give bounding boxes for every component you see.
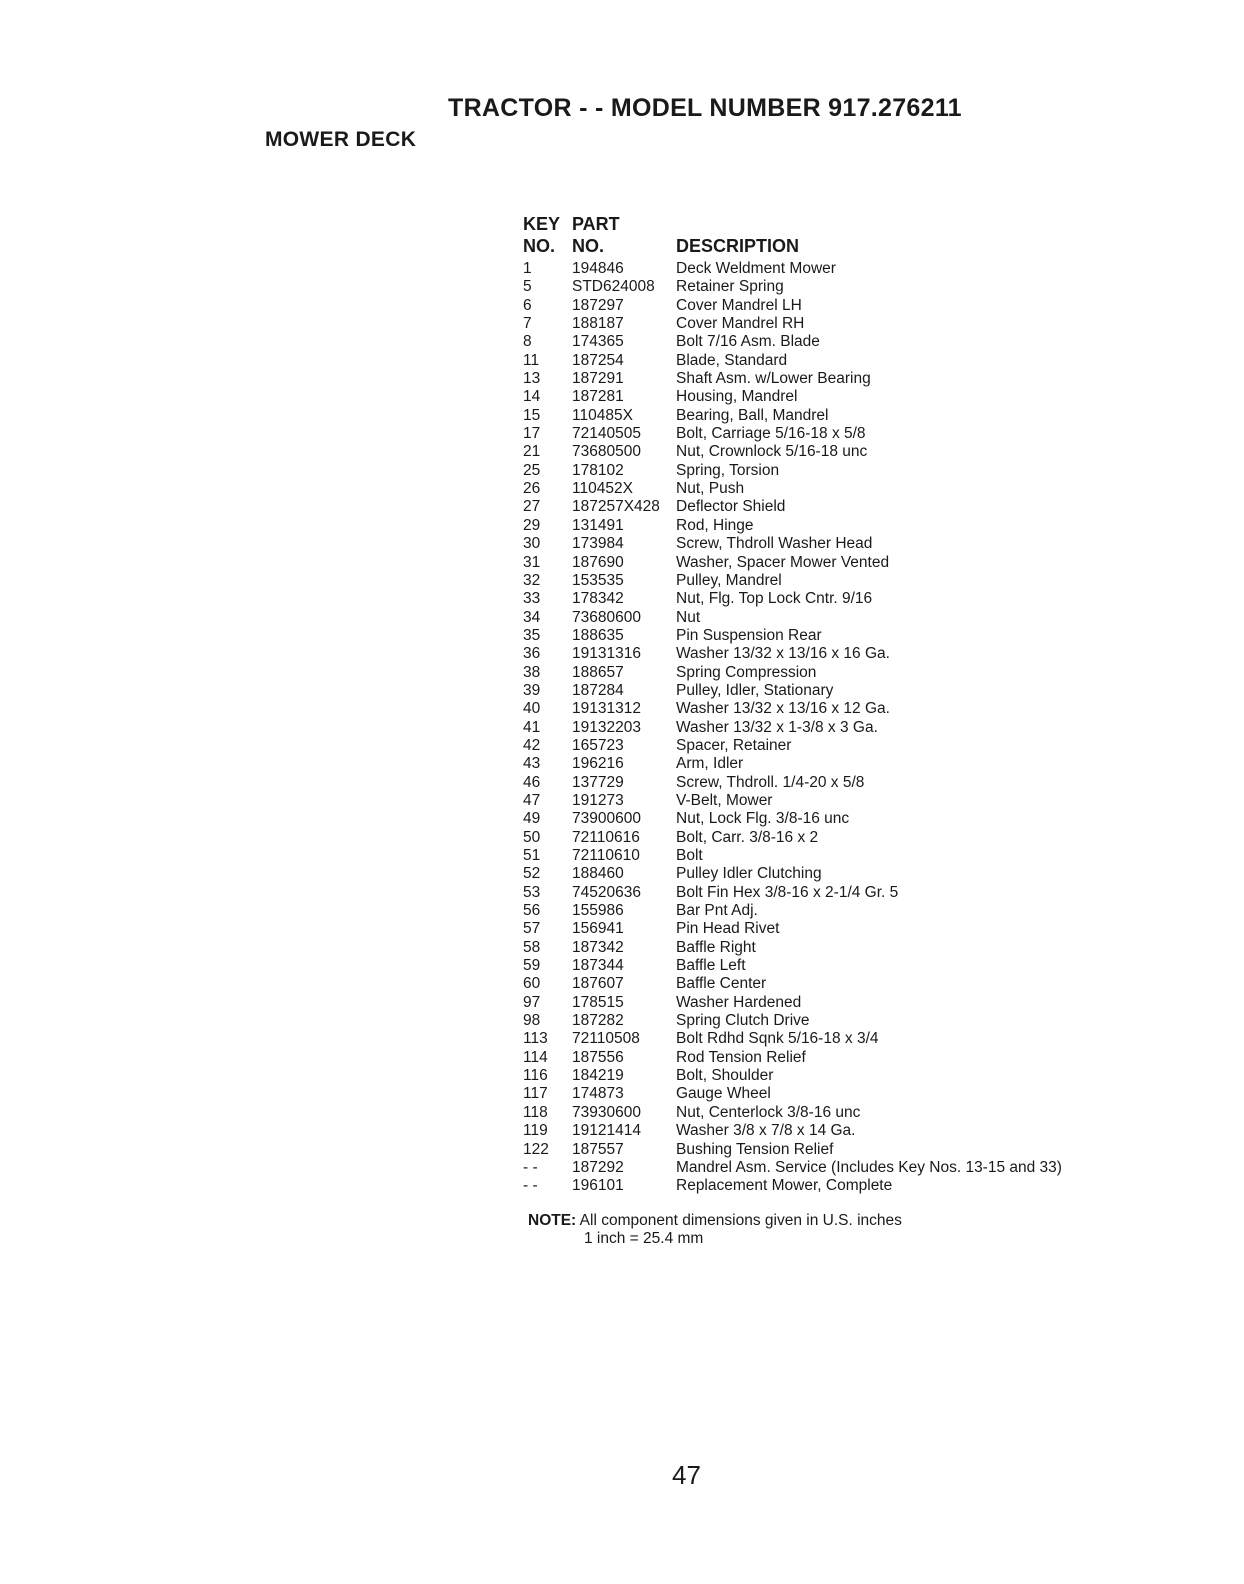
part-no: 73900600 — [572, 810, 641, 828]
table-row — [523, 1012, 1213, 1030]
key-no: 52 — [523, 865, 541, 883]
part-description: Mandrel Asm. Service (Includes Key Nos. 13-15 and 33) — [676, 1158, 1062, 1176]
part-description: Housing, Mandrel — [676, 388, 798, 406]
part-no: 72110616 — [572, 828, 640, 846]
part-description: Replacement Mower, Complete — [676, 1177, 893, 1195]
part-description: Bolt 7/16 Asm. Blade — [676, 333, 820, 351]
part-description: Cover Mandrel RH — [676, 315, 805, 333]
key-no: 8 — [523, 333, 532, 351]
key-no: 46 — [523, 773, 541, 791]
key-no: 6 — [523, 296, 532, 314]
table-row — [523, 388, 1213, 406]
part-no: 155986 — [572, 902, 624, 920]
part-description: Bearing, Ball, Mandrel — [676, 406, 829, 424]
page-number: 47 — [672, 1460, 701, 1490]
part-no: 153535 — [572, 571, 624, 589]
part-description: Washer 13/32 x 1-3/8 x 3 Ga. — [676, 718, 878, 736]
part-no: 187254 — [572, 351, 624, 369]
part-description: Pulley, Mandrel — [676, 571, 782, 589]
table-row — [523, 939, 1213, 957]
part-no: 187344 — [572, 957, 624, 975]
part-description: Pulley, Idler, Stationary — [676, 681, 834, 699]
part-no: 19121414 — [572, 1122, 641, 1140]
part-description: Baffle Center — [676, 975, 767, 993]
part-no: 174365 — [572, 333, 624, 351]
part-description: Nut, Crownlock 5/16-18 unc — [676, 443, 868, 461]
part-no: 165723 — [572, 736, 624, 754]
table-row — [523, 627, 1213, 645]
key-no: 50 — [523, 828, 541, 846]
key-no: 33 — [523, 590, 541, 608]
part-description: Baffle Left — [676, 957, 746, 975]
part-description: V-Belt, Mower — [676, 791, 773, 809]
part-no: 191273 — [572, 791, 624, 809]
page-title: TRACTOR - - MODEL NUMBER 917.276211 — [448, 94, 962, 122]
table-row — [523, 297, 1213, 315]
table-row — [523, 847, 1213, 865]
part-description: Arm, Idler — [676, 755, 744, 773]
key-no: 97 — [523, 993, 541, 1011]
part-description: Washer 13/32 x 13/16 x 12 Ga. — [676, 700, 890, 718]
key-no: - - — [523, 1177, 538, 1195]
key-no: 26 — [523, 480, 541, 498]
part-no: 187556 — [572, 1048, 624, 1066]
key-no: 56 — [523, 902, 541, 920]
key-no: 51 — [523, 847, 541, 864]
part-description: Spring, Torsion — [676, 461, 780, 479]
table-row — [523, 443, 1213, 461]
key-no: 15 — [523, 406, 541, 424]
table-row — [523, 1177, 1213, 1195]
part-description: Deck Weldment Mower — [676, 260, 836, 277]
part-no: 187281 — [572, 388, 624, 406]
table-row — [523, 609, 1213, 627]
table-row — [523, 664, 1213, 682]
table-row — [523, 535, 1213, 553]
key-no: 40 — [523, 700, 541, 718]
key-no: 59 — [523, 957, 541, 975]
part-no: 110452X — [572, 480, 633, 498]
part-description: Pulley Idler Clutching — [676, 865, 822, 883]
part-description: Nut — [676, 608, 701, 626]
table-row — [523, 333, 1213, 351]
key-no: 39 — [523, 681, 541, 699]
part-description: Spacer, Retainer — [676, 736, 792, 754]
part-description: Bolt Rdhd Sqnk 5/16-18 x 3/4 — [676, 1030, 879, 1048]
part-no: 72110508 — [572, 1030, 640, 1048]
table-row — [523, 865, 1213, 883]
table-row — [523, 719, 1213, 737]
part-description: Nut, Centerlock 3/8-16 unc — [676, 1103, 861, 1121]
table-row — [523, 1030, 1213, 1048]
key-no: 43 — [523, 755, 541, 773]
part-no: 188187 — [572, 315, 624, 333]
part-no: 188635 — [572, 626, 624, 644]
key-no: 114 — [523, 1048, 548, 1066]
part-no: 187292 — [572, 1158, 624, 1176]
key-no: 14 — [523, 388, 541, 406]
table-row — [523, 902, 1213, 920]
part-no: 187282 — [572, 1012, 624, 1030]
key-no: 117 — [523, 1085, 548, 1103]
key-no: 34 — [523, 608, 541, 626]
table-row — [523, 260, 1213, 278]
table-row — [523, 278, 1213, 296]
table-row — [523, 792, 1213, 810]
part-description: Bolt, Carr. 3/8-16 x 2 — [676, 828, 819, 846]
table-row — [523, 737, 1213, 755]
table-row — [523, 682, 1213, 700]
part-no: 19132203 — [572, 718, 641, 736]
part-description: Blade, Standard — [676, 351, 788, 369]
table-row — [523, 957, 1213, 975]
part-description: Bolt — [676, 847, 703, 864]
table-row — [523, 554, 1213, 572]
table-row — [523, 572, 1213, 590]
part-description: Pin Suspension Rear — [676, 626, 822, 644]
table-row — [523, 590, 1213, 608]
part-description: Screw, Thdroll Washer Head — [676, 535, 873, 553]
part-header-top: PART — [572, 214, 620, 234]
part-no: 194846 — [572, 260, 624, 277]
part-description: Washer, Spacer Mower Vented — [676, 553, 890, 571]
key-no: 118 — [523, 1103, 548, 1121]
table-row — [523, 1122, 1213, 1140]
part-description: Nut, Push — [676, 480, 745, 498]
part-description: Bolt Fin Hex 3/8-16 x 2-1/4 Gr. 5 — [676, 883, 899, 901]
key-no: 7 — [523, 315, 532, 333]
part-no: 73930600 — [572, 1103, 641, 1121]
table-row — [523, 810, 1213, 828]
note-line-1: All component dimensions given in U.S. inches — [579, 1212, 902, 1229]
part-no: 187342 — [572, 938, 624, 956]
key-no: 25 — [523, 461, 541, 479]
key-no: 21 — [523, 443, 541, 461]
key-no: 32 — [523, 571, 541, 589]
part-no: STD624008 — [572, 278, 655, 296]
part-no: 173984 — [572, 535, 624, 553]
part-no: 187284 — [572, 681, 624, 699]
key-no: 29 — [523, 516, 541, 534]
part-description: Pin Head Rivet — [676, 920, 780, 938]
key-no: 53 — [523, 883, 541, 901]
table-row — [523, 884, 1213, 902]
key-no: 113 — [523, 1030, 548, 1048]
note-line-2: 1 inch = 25.4 mm — [584, 1230, 704, 1247]
key-no: 30 — [523, 535, 541, 553]
part-description: Shaft Asm. w/Lower Bearing — [676, 370, 871, 388]
table-row — [523, 1067, 1213, 1085]
part-description: Washer Hardened — [676, 993, 802, 1011]
part-header-bottom: NO. — [572, 236, 605, 256]
key-no: 49 — [523, 810, 541, 828]
part-no: 187257X428 — [572, 498, 660, 516]
part-no: 187607 — [572, 975, 624, 993]
key-no: 57 — [523, 920, 541, 938]
key-no: 98 — [523, 1012, 541, 1030]
part-no: 110485X — [572, 406, 633, 424]
part-no: 188657 — [572, 663, 624, 681]
parts-list — [523, 260, 1213, 1196]
key-no: 13 — [523, 370, 541, 388]
key-no: 36 — [523, 645, 541, 663]
key-no: 17 — [523, 425, 541, 443]
part-no: 72110610 — [572, 847, 640, 864]
table-row — [523, 920, 1213, 938]
part-description: Spring Clutch Drive — [676, 1012, 810, 1030]
key-no: 60 — [523, 975, 541, 993]
part-no: 187690 — [572, 553, 624, 571]
table-row — [523, 774, 1213, 792]
table-row — [523, 462, 1213, 480]
part-description: Deflector Shield — [676, 498, 786, 516]
part-no: 187291 — [572, 370, 624, 388]
table-row — [523, 645, 1213, 663]
key-no: 119 — [523, 1122, 548, 1140]
part-no: 196216 — [572, 755, 624, 773]
key-no: 122 — [523, 1140, 549, 1158]
part-no: 188460 — [572, 865, 624, 883]
key-no: 31 — [523, 553, 541, 571]
table-row — [523, 407, 1213, 425]
part-no: 187297 — [572, 296, 624, 314]
part-description: Bolt, Carriage 5/16-18 x 5/8 — [676, 425, 866, 443]
part-no: 19131316 — [572, 645, 641, 663]
part-description: Baffle Right — [676, 938, 756, 956]
part-no: 178102 — [572, 461, 624, 479]
part-description: Nut, Flg. Top Lock Cntr. 9/16 — [676, 590, 873, 608]
key-no: - - — [523, 1158, 538, 1176]
table-row — [523, 700, 1213, 718]
key-no: 5 — [523, 278, 532, 296]
table-row — [523, 755, 1213, 773]
key-no: 35 — [523, 626, 541, 644]
part-no: 19131312 — [572, 700, 641, 718]
part-no: 178342 — [572, 590, 624, 608]
part-no: 196101 — [572, 1177, 624, 1195]
table-row — [523, 1085, 1213, 1103]
part-no: 156941 — [572, 920, 624, 938]
table-row — [523, 425, 1213, 443]
part-description: Bar Pnt Adj. — [676, 902, 758, 920]
part-no: 73680500 — [572, 443, 641, 461]
table-row — [523, 480, 1213, 498]
part-description: Bushing Tension Relief — [676, 1140, 834, 1158]
key-no: 116 — [523, 1067, 548, 1085]
section-heading: MOWER DECK — [265, 128, 417, 151]
part-no: 187557 — [572, 1140, 624, 1158]
table-row — [523, 829, 1213, 847]
table-row — [523, 1141, 1213, 1159]
part-no: 137729 — [572, 773, 624, 791]
part-no: 73680600 — [572, 608, 641, 626]
key-no: 58 — [523, 938, 541, 956]
part-description: Washer 3/8 x 7/8 x 14 Ga. — [676, 1122, 856, 1140]
part-no: 72140505 — [572, 425, 641, 443]
part-description: Washer 13/32 x 13/16 x 16 Ga. — [676, 645, 890, 663]
note-label: NOTE: — [528, 1212, 577, 1229]
part-description: Screw, Thdroll. 1/4-20 x 5/8 — [676, 773, 865, 791]
description-header: DESCRIPTION — [676, 236, 800, 256]
table-row — [523, 315, 1213, 333]
part-description: Rod Tension Relief — [676, 1048, 806, 1066]
key-header-top: KEY — [523, 214, 561, 234]
key-no: 11 — [523, 351, 540, 369]
key-no: 38 — [523, 663, 541, 681]
key-no: 41 — [523, 718, 541, 736]
table-row — [523, 517, 1213, 535]
table-row — [523, 994, 1213, 1012]
part-no: 131491 — [572, 516, 624, 534]
table-row — [523, 352, 1213, 370]
table-row — [523, 370, 1213, 388]
table-row — [523, 1104, 1213, 1122]
key-no: 27 — [523, 498, 541, 516]
key-no: 42 — [523, 736, 541, 754]
part-description: Gauge Wheel — [676, 1085, 771, 1103]
table-row — [523, 1159, 1213, 1177]
part-description: Nut, Lock Flg. 3/8-16 unc — [676, 810, 850, 828]
key-header-bottom: NO. — [523, 236, 556, 256]
key-no: 47 — [523, 791, 541, 809]
part-description: Cover Mandrel LH — [676, 296, 802, 314]
table-row — [523, 1049, 1213, 1067]
part-no: 178515 — [572, 993, 624, 1011]
part-description: Spring Compression — [676, 663, 817, 681]
key-no: 1 — [523, 260, 532, 277]
table-row — [523, 498, 1213, 516]
part-no: 74520636 — [572, 883, 641, 901]
part-no: 174873 — [572, 1085, 624, 1103]
part-description: Rod, Hinge — [676, 516, 754, 534]
table-row — [523, 975, 1213, 993]
part-no: 184219 — [572, 1067, 624, 1085]
part-description: Bolt, Shoulder — [676, 1067, 774, 1085]
part-description: Retainer Spring — [676, 278, 784, 296]
note — [528, 1212, 902, 1248]
